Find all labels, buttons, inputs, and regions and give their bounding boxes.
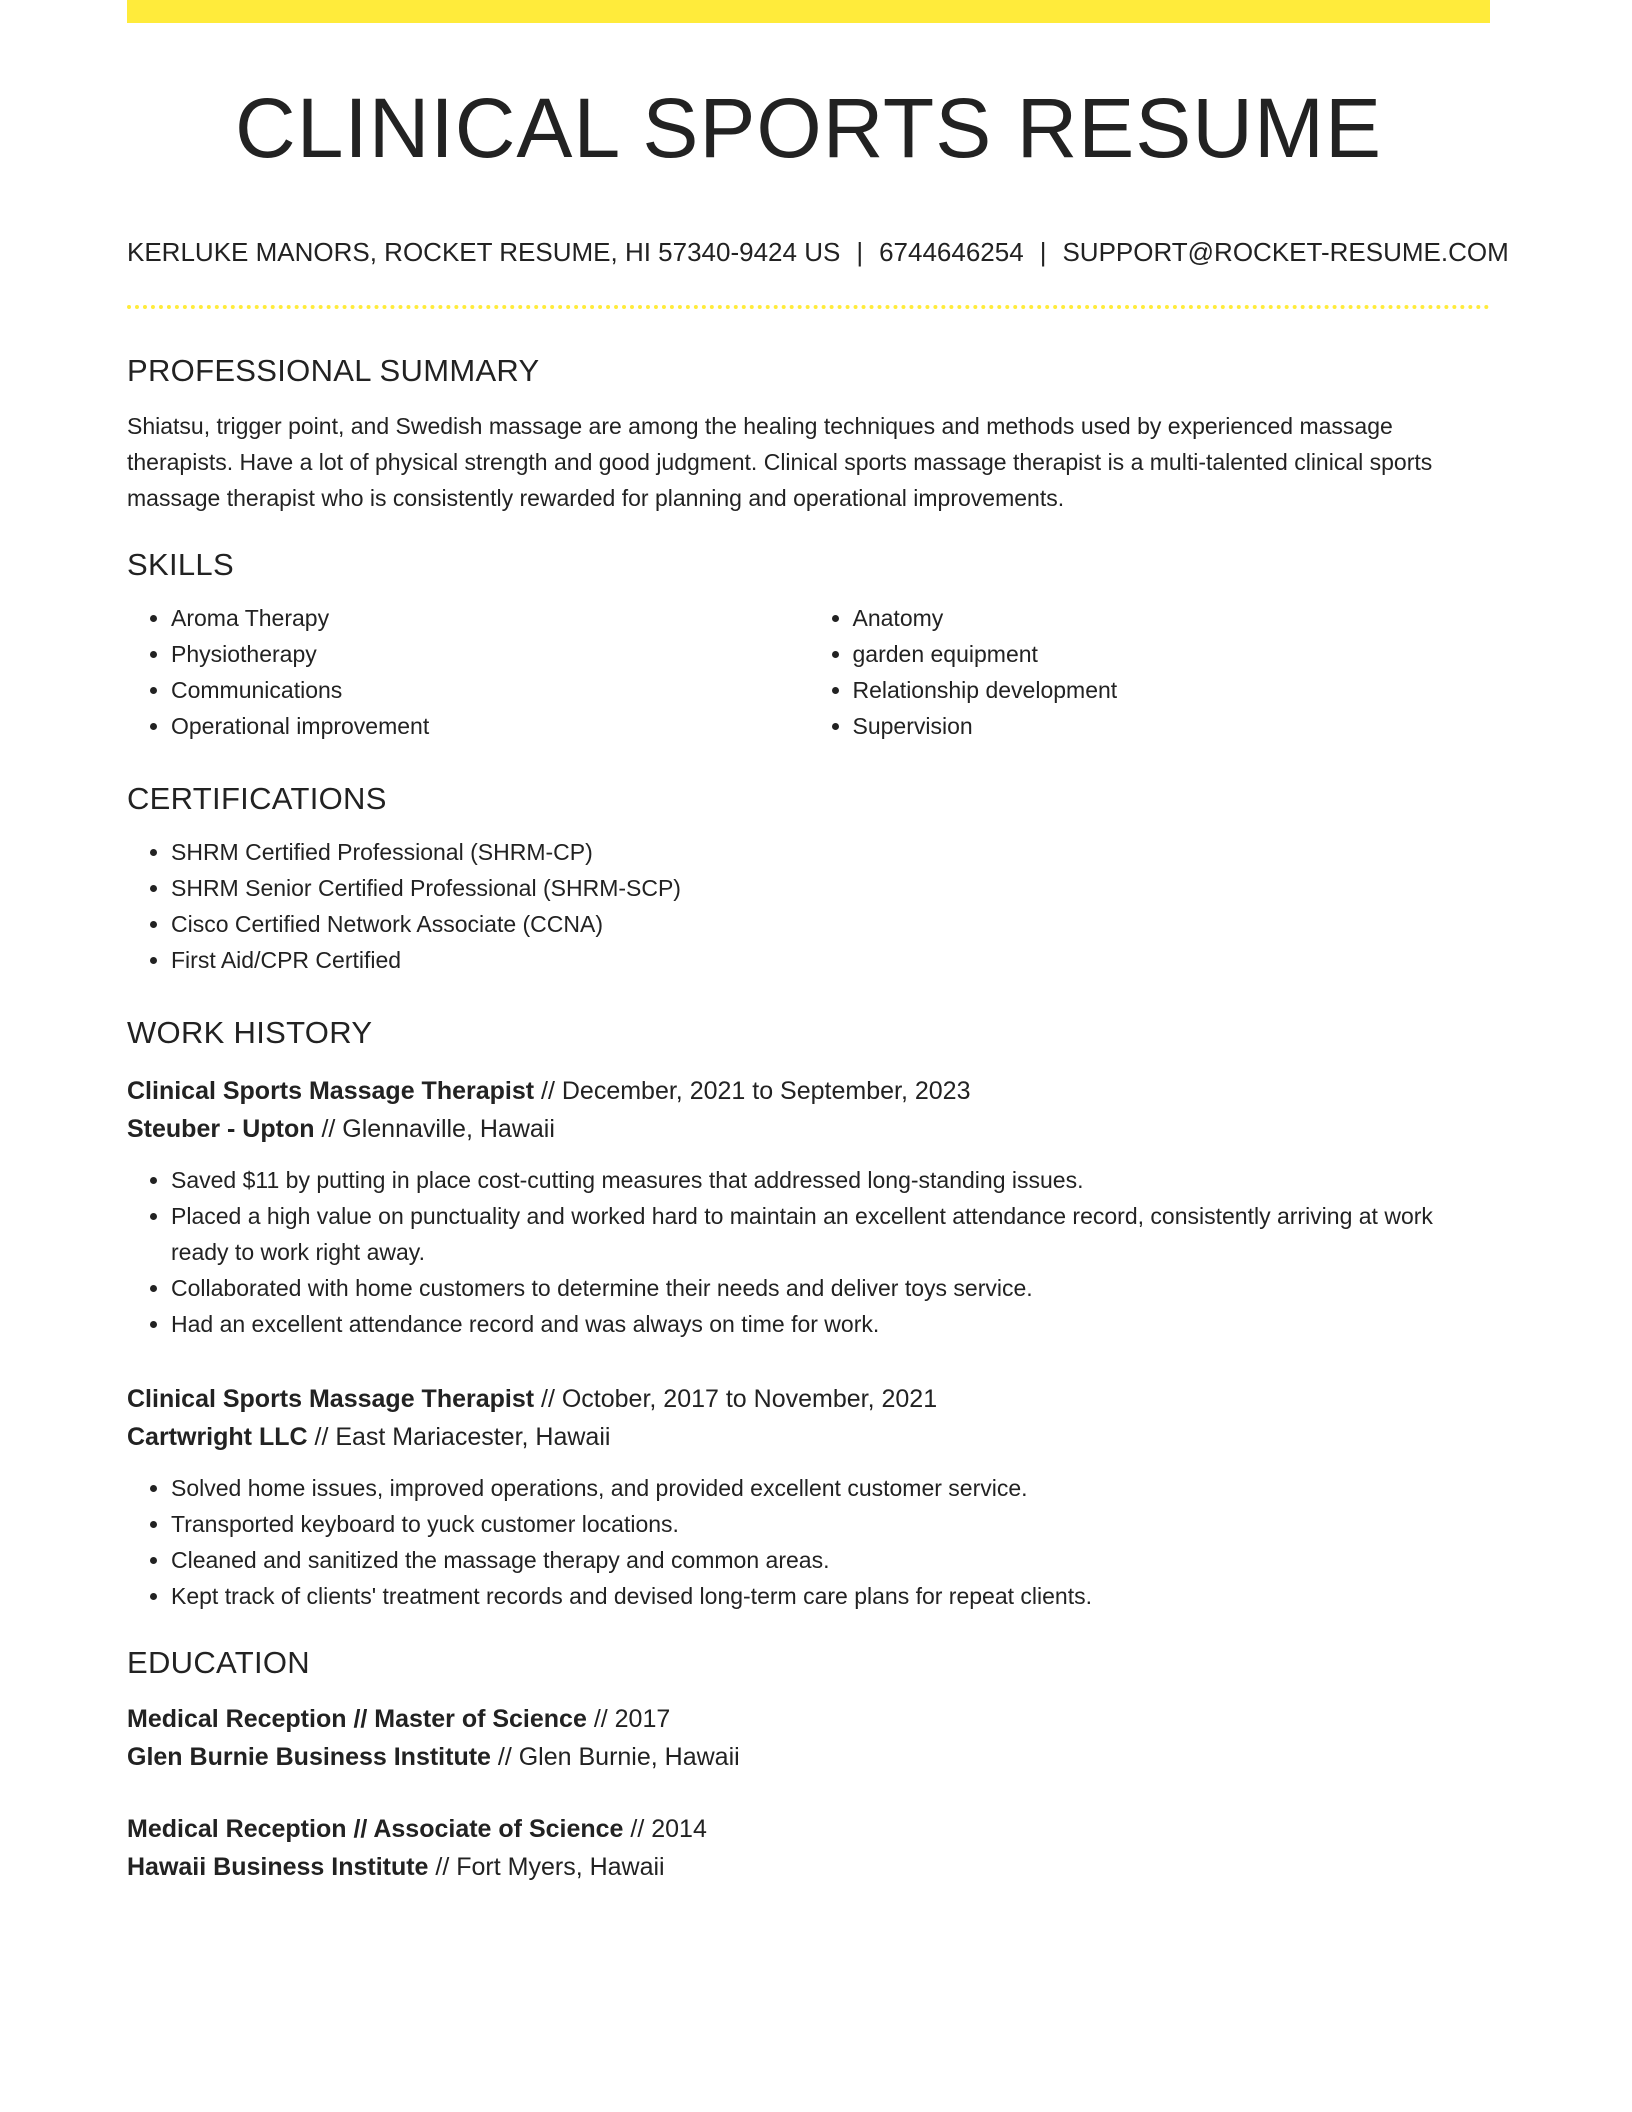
certifications-list bbox=[127, 834, 1490, 978]
contact-separator: | bbox=[856, 237, 864, 267]
job-bullet: • Collaborated with home customers to determine their needs and deliver toys service. bbox=[171, 1270, 1490, 1306]
contact-line bbox=[127, 234, 1509, 270]
skill-item: • Communications bbox=[171, 672, 809, 708]
education-degree: Medical Reception // Master of Science bbox=[127, 1705, 587, 1733]
job-bullet: • Had an excellent attendance record and was always on time for work. bbox=[171, 1306, 1490, 1342]
job-location: // East Mariacester, Hawaii bbox=[307, 1423, 611, 1451]
skill-item: • Operational improvement bbox=[171, 708, 809, 744]
job-bullet: • Kept track of clients' treatment records and devised long-term care plans for repeat clients. bbox=[171, 1578, 1490, 1614]
skills-columns bbox=[127, 600, 1490, 744]
contact-address: KERLUKE MANORS, ROCKET RESUME, HI 57340-9424 US bbox=[127, 237, 841, 267]
education-year: // 2014 bbox=[623, 1815, 707, 1843]
job-bullet: • Saved $11 by putting in place cost-cutting measures that addressed long-standing issues. bbox=[171, 1162, 1490, 1198]
certification-item: • SHRM Senior Certified Professional (SHRM-SCP) bbox=[171, 870, 1490, 906]
education-degree-line bbox=[127, 1700, 1490, 1738]
summary-section bbox=[127, 350, 1490, 516]
education-entry bbox=[127, 1700, 1490, 1776]
job-company: Steuber - Upton bbox=[127, 1115, 315, 1143]
skills-list-right bbox=[809, 600, 1491, 744]
contact-phone: 6744646254 bbox=[879, 237, 1024, 267]
certification-item: • Cisco Certified Network Associate (CCNA) bbox=[171, 906, 1490, 942]
skill-item: • Aroma Therapy bbox=[171, 600, 809, 636]
job-title-line bbox=[127, 1380, 1490, 1418]
education-location: // Glen Burnie, Hawaii bbox=[490, 1743, 740, 1771]
job-bullet: • Cleaned and sanitized the massage therapy and common areas. bbox=[171, 1542, 1490, 1578]
skill-item: • Physiotherapy bbox=[171, 636, 809, 672]
skill-item: • garden equipment bbox=[853, 636, 1491, 672]
job-dates: // October, 2017 to November, 2021 bbox=[534, 1385, 938, 1413]
job-bullet: • Placed a high value on punctuality and worked hard to maintain an excellent attendance record, consistently arriving at work ready to work right away. bbox=[171, 1198, 1490, 1270]
job-dates: // December, 2021 to September, 2023 bbox=[534, 1077, 971, 1105]
dotted-divider bbox=[127, 305, 1490, 309]
contact-separator: | bbox=[1039, 237, 1047, 267]
accent-bar bbox=[127, 0, 1490, 23]
skill-item: • Relationship development bbox=[853, 672, 1491, 708]
job-bullets bbox=[127, 1470, 1490, 1614]
skills-section bbox=[127, 544, 1490, 744]
contact-email: SUPPORT@ROCKET-RESUME.COM bbox=[1062, 237, 1509, 267]
education-school-line bbox=[127, 1848, 1490, 1886]
education-entry bbox=[127, 1810, 1490, 1886]
job-bullet: • Solved home issues, improved operations, and provided excellent customer service. bbox=[171, 1470, 1490, 1506]
resume-body bbox=[127, 350, 1490, 1886]
education-degree-line bbox=[127, 1810, 1490, 1848]
certification-item: • SHRM Certified Professional (SHRM-CP) bbox=[171, 834, 1490, 870]
summary-text: Shiatsu, trigger point, and Swedish massage are among the healing techniques and methods used by experienced massage therapists. Have a lot of physical strength and good judgment. Clinical sports massage therapist is a multi-talented clinical sports massage therapist who is consistently rewarded for planning and operational improvements. bbox=[127, 413, 1433, 511]
education-school: Hawaii Business Institute bbox=[127, 1853, 429, 1881]
job-title: Clinical Sports Massage Therapist bbox=[127, 1385, 535, 1413]
job-entry bbox=[127, 1380, 1490, 1614]
section-spacer bbox=[127, 1614, 1490, 1642]
job-title-line bbox=[127, 1072, 1490, 1110]
job-company: Cartwright LLC bbox=[127, 1423, 308, 1451]
education-year: // 2017 bbox=[586, 1705, 671, 1733]
skills-list-left bbox=[127, 600, 809, 744]
skills-heading: SKILLS bbox=[127, 547, 234, 582]
work-history-heading: WORK HISTORY bbox=[127, 1015, 373, 1050]
education-section bbox=[127, 1642, 1490, 1886]
education-location: // Fort Myers, Hawaii bbox=[428, 1853, 665, 1881]
resume-title: CLINICAL SPORTS RESUME bbox=[235, 81, 1382, 175]
education-school-line bbox=[127, 1738, 1490, 1776]
job-company-line bbox=[127, 1418, 1490, 1456]
certification-item: • First Aid/CPR Certified bbox=[171, 942, 1490, 978]
job-title: Clinical Sports Massage Therapist bbox=[127, 1077, 535, 1105]
summary-heading: PROFESSIONAL SUMMARY bbox=[127, 353, 540, 388]
education-heading: EDUCATION bbox=[127, 1645, 310, 1680]
certifications-section bbox=[127, 778, 1490, 978]
job-company-line bbox=[127, 1110, 1490, 1148]
job-bullets bbox=[127, 1162, 1490, 1342]
certifications-heading: CERTIFICATIONS bbox=[127, 781, 387, 816]
skill-item: • Anatomy bbox=[853, 600, 1491, 636]
job-bullet: • Transported keyboard to yuck customer locations. bbox=[171, 1506, 1490, 1542]
skill-item: • Supervision bbox=[853, 708, 1491, 744]
education-school: Glen Burnie Business Institute bbox=[127, 1743, 491, 1771]
work-history-section bbox=[127, 1012, 1490, 1614]
job-location: // Glennaville, Hawaii bbox=[314, 1115, 555, 1143]
job-entry bbox=[127, 1072, 1490, 1342]
education-degree: Medical Reception // Associate of Science bbox=[127, 1815, 624, 1843]
